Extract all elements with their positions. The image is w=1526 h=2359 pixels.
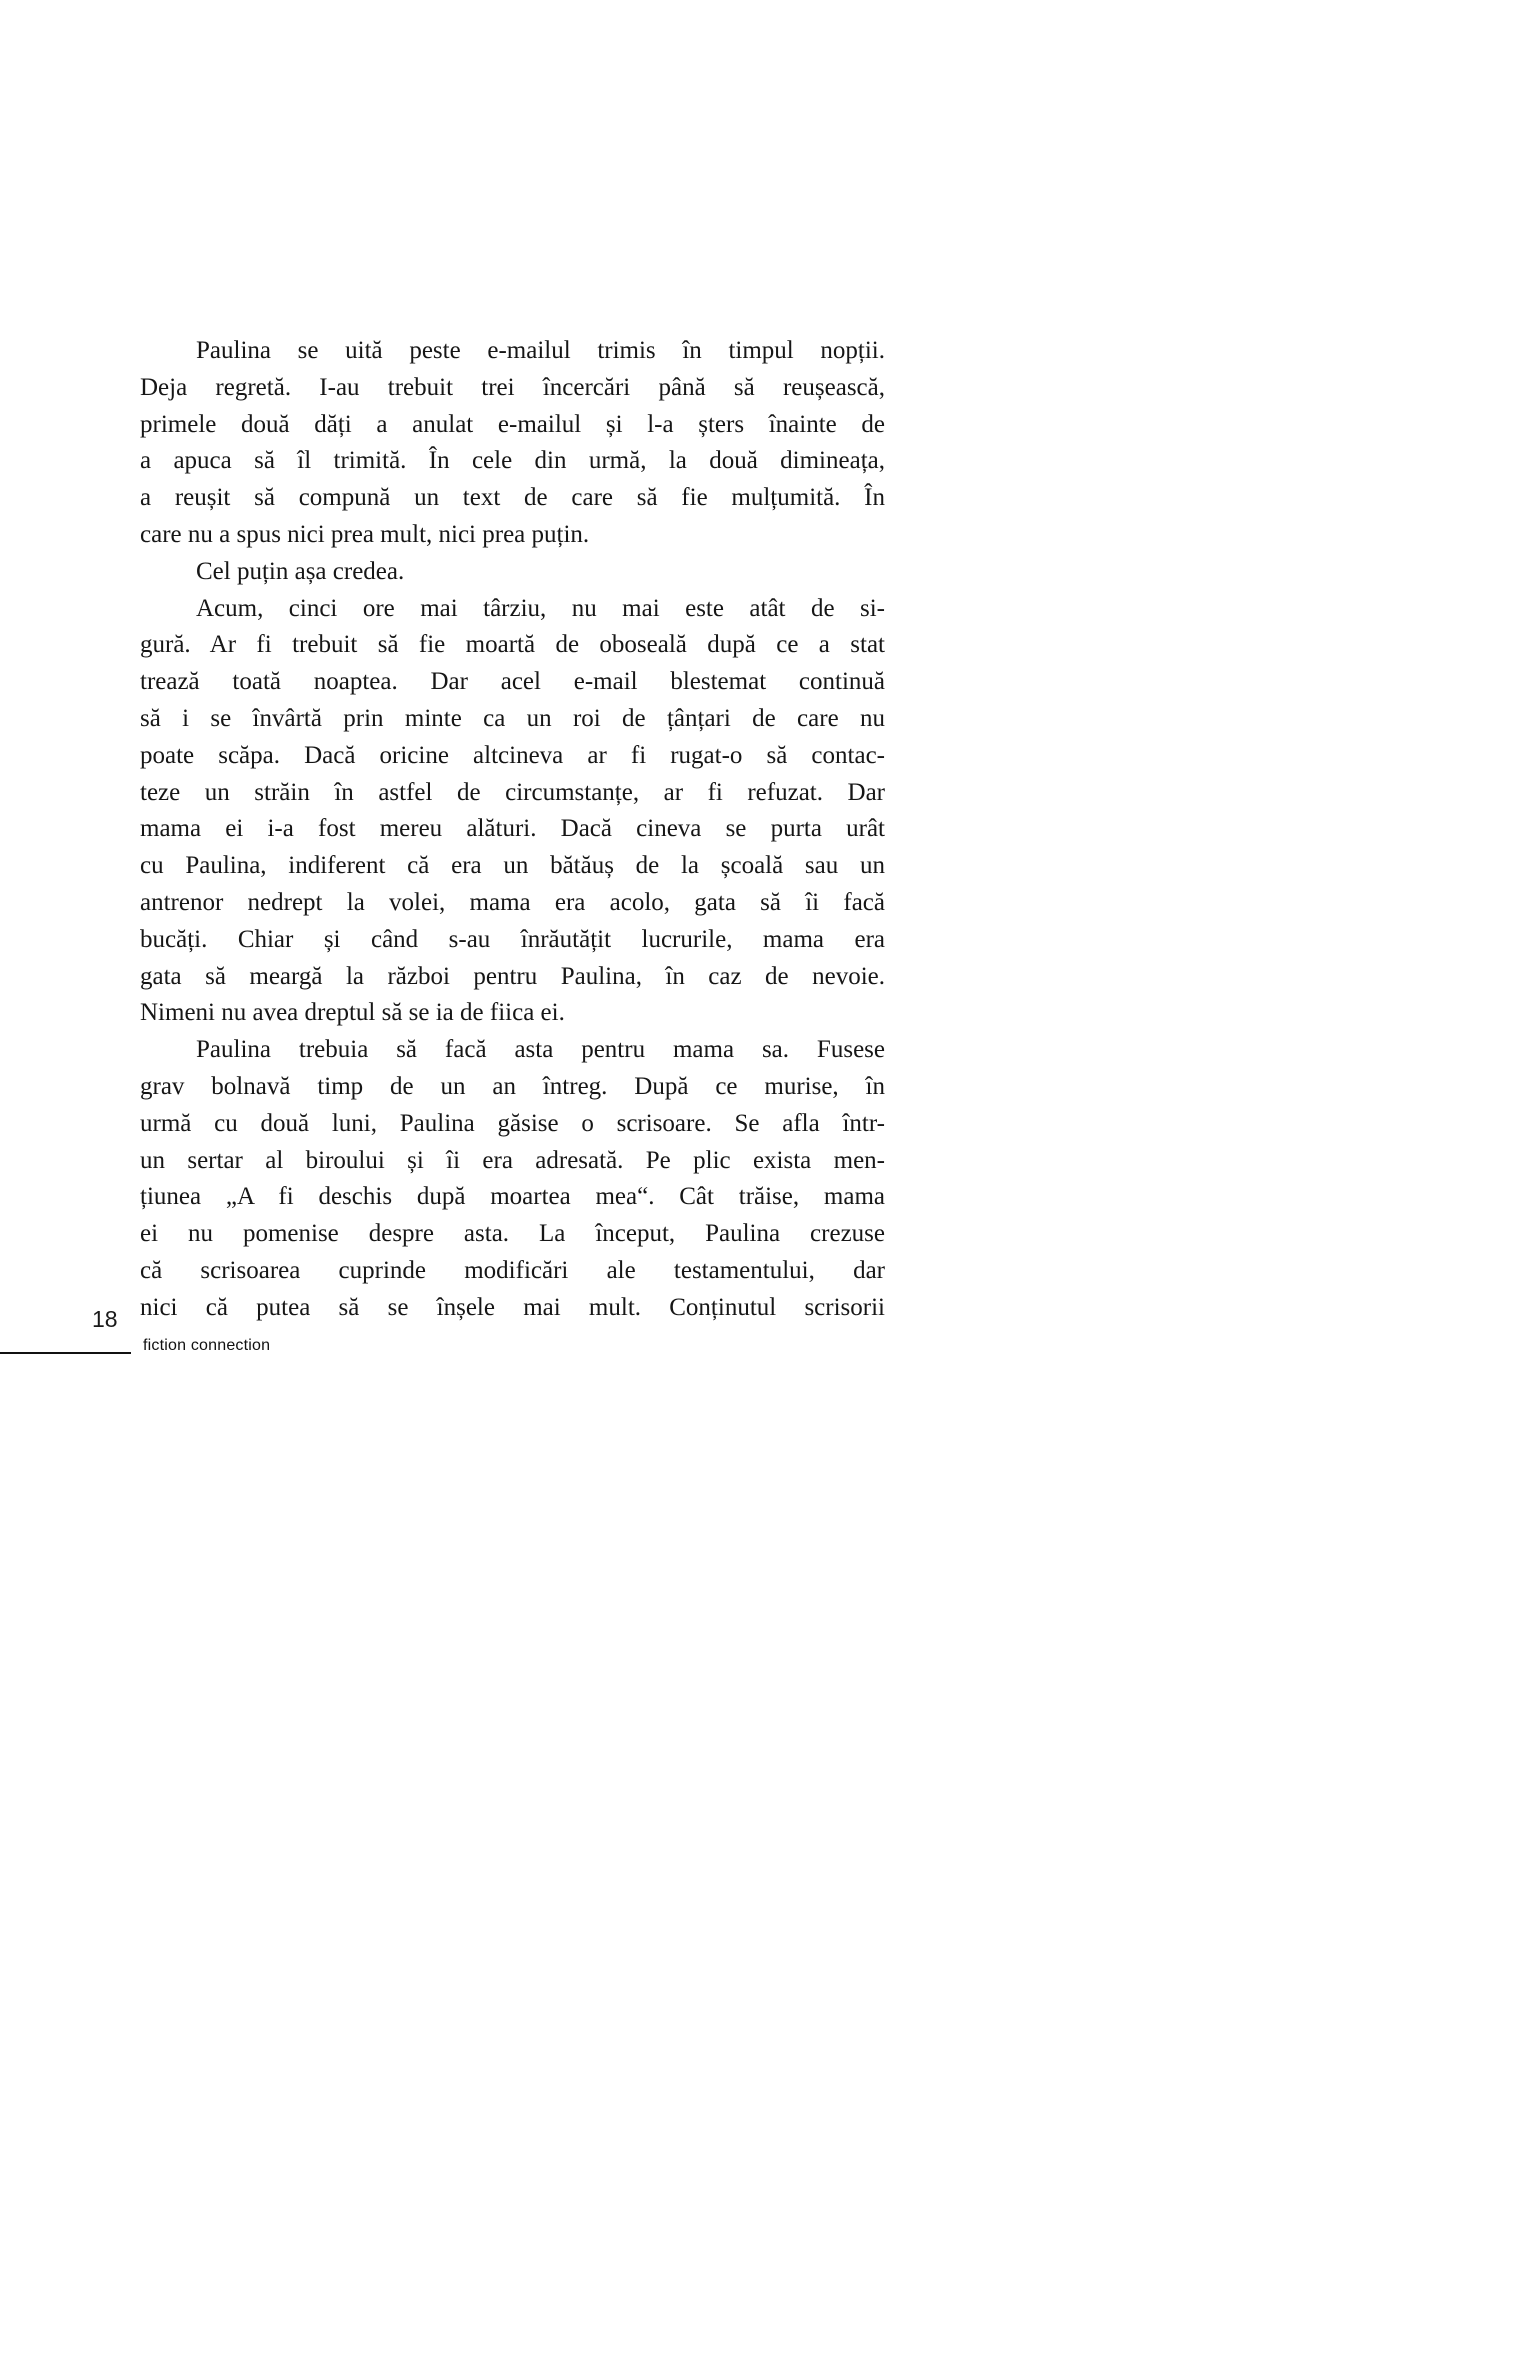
text-line: mama ei i-a fost mereu alături. Dacă cineva se purta urât: [140, 815, 885, 843]
text-line: care nu a spus nici prea mult, nici prea puțin.: [140, 520, 590, 548]
text-line: Acum, cinci ore mai târziu, nu mai este atât de si-: [196, 594, 885, 622]
text-line: că scrisoarea cuprinde modificări ale testamentului, dar: [140, 1256, 885, 1284]
body-text: [140, 333, 885, 1327]
text-line: un sertar al biroului și îi era adresată. Pe plic exista men-: [140, 1146, 885, 1174]
text-line: Cel puțin așa credea.: [196, 557, 405, 585]
text-line: să i se învârtă prin minte ca un roi de țânțari de care nu: [140, 704, 885, 732]
page-number: 18: [92, 1306, 118, 1332]
text-line: cu Paulina, indiferent că era un bătăuș de la școală sau un: [140, 852, 885, 880]
text-line: primele două dăți a anulat e-mailul și l-a șters înainte de: [140, 410, 885, 438]
text-line: poate scăpa. Dacă oricine altcineva ar fi rugat-o să contac-: [140, 741, 885, 769]
text-line: nici că putea să se înșele mai mult. Conținutul scrisorii: [140, 1293, 885, 1321]
text-line: a apuca să îl trimită. În cele din urmă, la două dimineața,: [140, 447, 885, 475]
text-line: Paulina se uită peste e-mailul trimis în timpul nopții.: [196, 337, 885, 364]
text-line: bucăți. Chiar și când s-au înrăutățit lucrurile, mama era: [140, 925, 885, 953]
text-line: Deja regretă. I-au trebuit trei încercări până să reușească,: [140, 373, 885, 401]
text-line: grav bolnavă timp de un an întreg. După ce murise, în: [140, 1072, 885, 1100]
text-line: gură. Ar fi trebuit să fie moartă de oboseală după ce a stat: [140, 631, 885, 659]
text-line: gata să meargă la război pentru Paulina, în caz de nevoie.: [140, 962, 885, 990]
footer-rule: [0, 1352, 131, 1354]
text-line: ei nu pomenise despre asta. La început, Paulina crezuse: [140, 1220, 885, 1248]
text-line: a reușit să compună un text de care să fie mulțumită. În: [140, 484, 885, 512]
footer-imprint: fiction connection: [143, 1337, 271, 1354]
text-line: țiunea „A fi deschis după moartea mea“. Cât trăise, mama: [140, 1183, 885, 1211]
text-line: Paulina trebuia să facă asta pentru mama sa. Fusese: [196, 1036, 885, 1064]
text-line: Nimeni nu avea dreptul să se ia de fiica ei.: [140, 999, 565, 1027]
text-line: urmă cu două luni, Paulina găsise o scrisoare. Se afla într-: [140, 1109, 885, 1137]
text-line: antrenor nedrept la volei, mama era acolo, gata să îi facă: [140, 888, 885, 916]
text-line: trează toată noaptea. Dar acel e-mail blestemat continuă: [140, 668, 885, 696]
text-line: teze un străin în astfel de circumstanțe, ar fi refuzat. Dar: [140, 778, 885, 806]
